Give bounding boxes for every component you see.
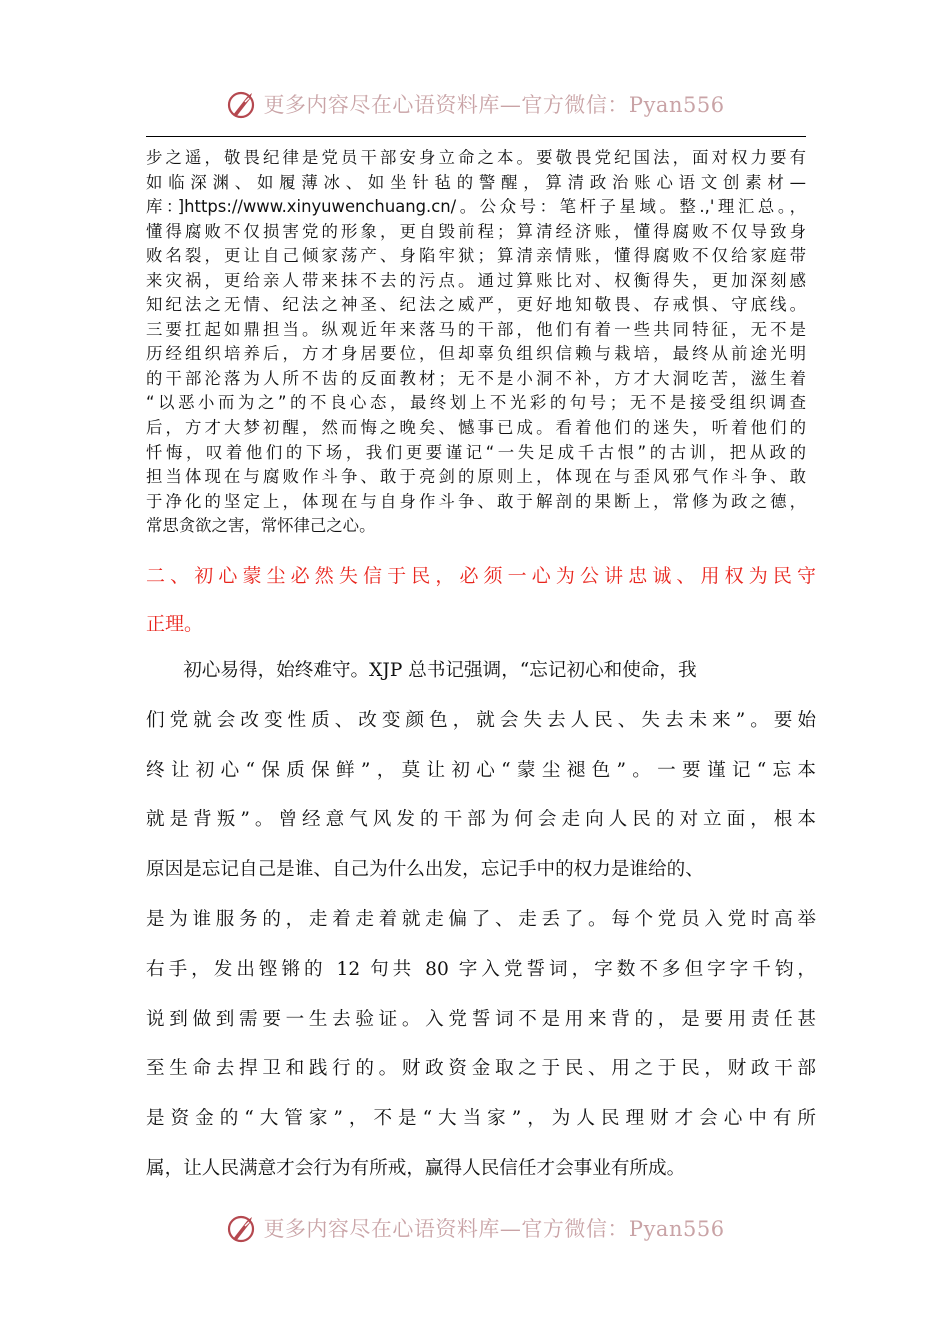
body-paragraph xyxy=(146,646,816,1194)
text-line: 担当体现在与腐败作斗争、敢于亮剑的原则上，体现在与歪风邪气作斗争、敢 xyxy=(146,467,806,487)
footer-banner-text: 更多内容尽在心语资料库—官方微信：Pyan556 xyxy=(263,1217,725,1241)
pen-nib-circle-icon xyxy=(225,1211,259,1245)
header-divider xyxy=(146,136,806,137)
body-line: 至生命去捍卫和践行的。财政资金取之于民、用之于民，财政干部 xyxy=(146,1058,816,1080)
header-banner xyxy=(0,84,950,124)
text-line: 的干部沦落为人所不齿的反面教材；无不是小洞不补，方才大洞吃苦，滋生着 xyxy=(146,368,806,388)
body-line: 终让初心“保质保鲜”，莫让初心“蒙尘褪色”。一要谨记“忘本 xyxy=(146,759,816,781)
body-line: 们党就会改变性质、改变颜色，就会失去人民、失去未来”。要始 xyxy=(146,709,816,731)
header-banner-text: 更多内容尽在心语资料库—官方微信：Pyan556 xyxy=(263,93,725,117)
text-line: 忏悔，叹着他们的下场，我们更要谨记“一失足成千古恨”的古训，把从政的 xyxy=(146,442,806,462)
text-line: “以恶小而为之”的不良心态，最终划上不光彩的句号；无不是接受组织调查 xyxy=(146,393,806,413)
text-line: 如临深渊、如履薄冰、如坐针毡的警醒，算清政治账心语文创素材— xyxy=(146,172,806,192)
dense-paragraph xyxy=(146,146,806,539)
section-heading-line: 正理。 xyxy=(146,613,204,635)
body-line: 右手，发出铿锵的 12 句共 80 字入党誓词，字数不多但字字千钧， xyxy=(146,958,816,980)
section-heading xyxy=(146,552,816,648)
text-line: 懂得腐败不仅损害党的形象，更自毁前程；算清经济账，懂得腐败不仅导致身 xyxy=(146,221,806,241)
text-line: 历经组织培养后，方才身居要位，但却辜负组织信赖与栽培，最终从前途光明 xyxy=(146,344,806,364)
footer-banner xyxy=(0,1208,950,1248)
body-line: 说到做到需要一生去验证。入党誓词不是用来背的，是要用责任甚 xyxy=(146,1008,816,1030)
pen-nib-circle-icon xyxy=(225,87,259,121)
text-line: 来灾祸，更给亲人带来抹不去的污点。通过算账比对、权衡得失，更加深刻感 xyxy=(146,270,806,290)
text-line: 于净化的坚定上，体现在与自身作斗争、敢于解剖的果断上，常修为政之德， xyxy=(146,491,806,511)
text-line: 败名裂，更让自己倾家荡产、身陷牢狱；算清亲情账，懂得腐败不仅给家庭带 xyxy=(146,246,806,266)
text-line: 常思贪欲之害，常怀律己之心。 xyxy=(146,516,376,536)
text-line: 库：]https://www.xinyuwenchuang.cn/。公众号：笔杆子星域。整.,'理汇总。， xyxy=(146,197,806,217)
body-line: 就是背叛”。曾经意气风发的干部为何会走向人民的对立面，根本 xyxy=(146,809,816,831)
body-line: 初心易得，始终难守。XJP 总书记强调，“忘记初心和使命，我 xyxy=(146,660,697,681)
text-line: 后，方才大梦初醒，然而悔之晚矣、憾事已成。看着他们的迷失，听着他们的 xyxy=(146,418,806,438)
text-line: 步之遥，敬畏纪律是党员干部安身立命之本。要敬畏党纪国法，面对权力要有 xyxy=(146,148,806,167)
body-line: 原因是忘记自己是谁、自己为什么出发，忘记手中的权力是谁给的、 xyxy=(146,859,704,881)
body-line: 是为谁服务的，走着走着就走偏了、走丢了。每个党员入党时高举 xyxy=(146,908,816,930)
text-line: 三要扛起如鼎担当。纵观近年来落马的干部，他们有着一些共同特征，无不是 xyxy=(146,319,806,339)
section-heading-line: 二、初心蒙尘必然失信于民，必须一心为公讲忠诚、用权为民守 xyxy=(146,565,816,587)
text-line: 知纪法之无情、纪法之神圣、纪法之威严，更好地知敬畏、存戒惧、守底线。 xyxy=(146,295,806,315)
body-line: 是资金的“大管家”，不是“大当家”，为人民理财才会心中有所 xyxy=(146,1108,816,1130)
body-line: 属，让人民满意才会行为有所戒，赢得人民信任才会事业有所成。 xyxy=(146,1157,686,1179)
